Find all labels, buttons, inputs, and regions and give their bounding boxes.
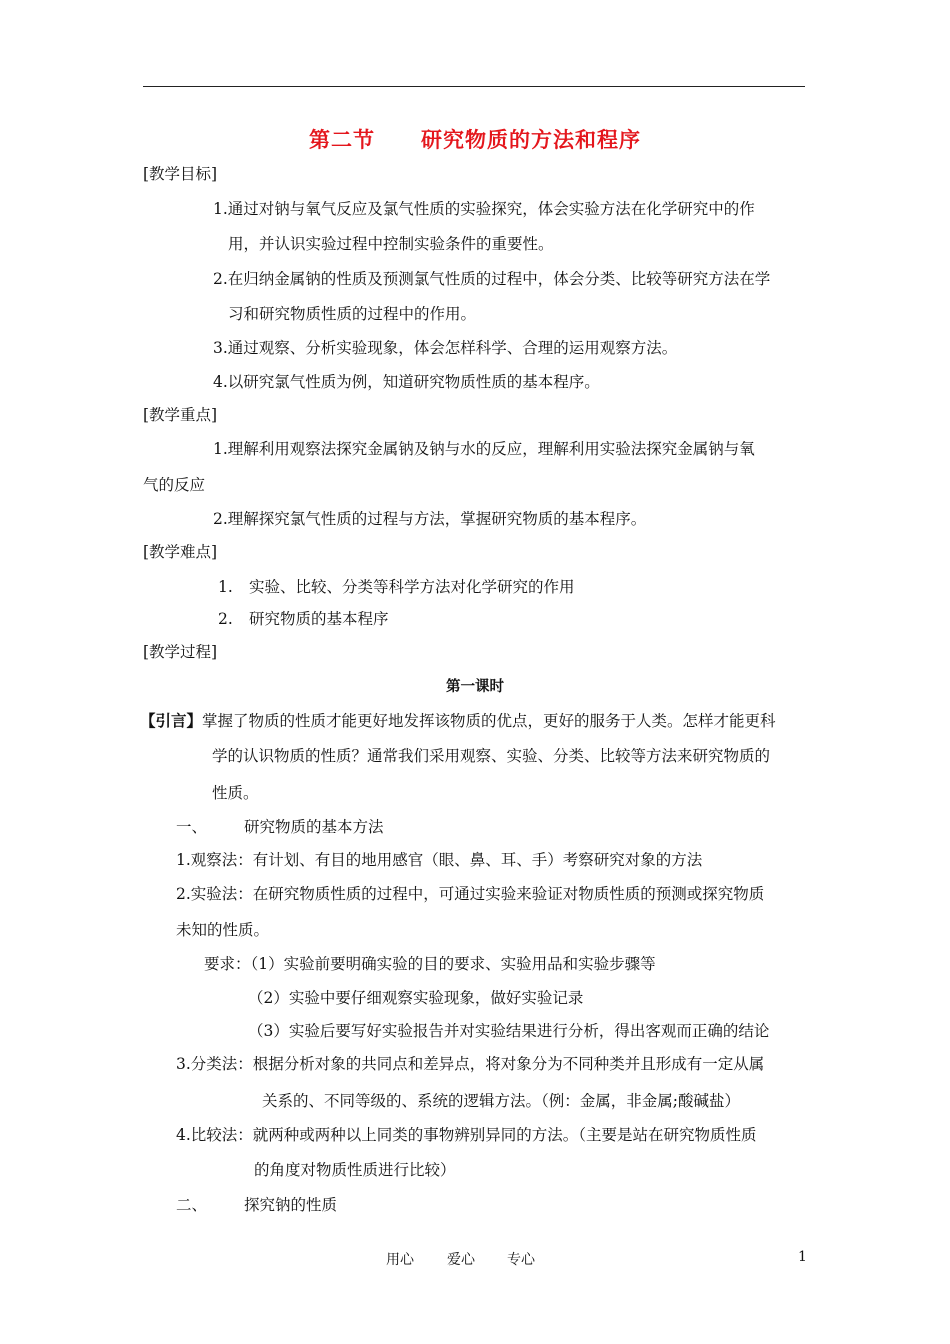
requirement-3: （3）实验后要写好实验报告并对实验结果进行分析，得出客观而正确的结论 bbox=[248, 1022, 770, 1040]
objective-1-line-1: 1.通过对钠与氧气反应及氯气性质的实验探究，体会实验方法在化学研究中的作 bbox=[213, 200, 755, 218]
method-observation: 1.观察法：有计划、有目的地用感官（眼、鼻、耳、手）考察研究对象的方法 bbox=[176, 851, 703, 869]
objective-2-line-1: 2.在归纳金属钠的性质及预测氯气性质的过程中，体会分类、比较等研究方法在学 bbox=[213, 270, 771, 288]
key-points-heading: [教学重点] bbox=[143, 406, 218, 424]
objective-1-line-2: 用，并认识实验过程中控制实验条件的重要性。 bbox=[228, 235, 554, 253]
objectives-heading: [教学目标] bbox=[143, 165, 218, 183]
section-1-title: 研究物质的基本方法 bbox=[244, 818, 384, 836]
requirement-1: 要求：（1）实验前要明确实验的目的要求、实验用品和实验步骤等 bbox=[204, 955, 656, 973]
intro-line-3: 性质。 bbox=[212, 784, 259, 802]
title-section: 第二节 bbox=[309, 127, 375, 152]
difficulty-2-text: 研究物质的基本程序 bbox=[249, 610, 389, 628]
difficulty-2-number: 2. bbox=[218, 610, 233, 628]
lesson-title: 第一课时 bbox=[446, 678, 504, 695]
key-point-2: 2.理解探究氯气性质的过程与方法，掌握研究物质的基本程序。 bbox=[213, 510, 647, 528]
method-comparison-line-1: 4.比较法：就两种或两种以上同类的事物辨别异同的方法。（主要是站在研究物质性质 bbox=[176, 1126, 757, 1144]
difficulty-1-number: 1. bbox=[218, 578, 233, 596]
objective-3: 3.通过观察、分析实验现象，体会怎样科学、合理的运用观察方法。 bbox=[213, 339, 678, 357]
method-experiment-line-1: 2.实验法：在研究物质性质的过程中，可通过实验来验证对物质性质的预测或探究物质 bbox=[176, 885, 765, 903]
title-text: 研究物质的方法和程序 bbox=[421, 127, 641, 152]
page-title bbox=[0, 124, 950, 154]
process-heading: [教学过程] bbox=[143, 643, 218, 661]
method-comparison-line-2: 的角度对物质性质进行比较） bbox=[254, 1161, 456, 1179]
footer-motto-2: 爱心 bbox=[447, 1252, 475, 1268]
section-2-title: 探究钠的性质 bbox=[244, 1196, 338, 1214]
objective-4: 4.以研究氯气性质为例，知道研究物质性质的基本程序。 bbox=[213, 373, 600, 391]
method-experiment-line-2: 未知的性质。 bbox=[176, 921, 270, 939]
header-rule bbox=[143, 86, 805, 87]
intro-tag: 【引言】 bbox=[140, 711, 203, 730]
footer-motto-3: 专心 bbox=[507, 1252, 535, 1268]
section-1-number: 一、 bbox=[176, 818, 208, 836]
requirement-2: （2）实验中要仔细观察实验现象，做好实验记录 bbox=[248, 989, 584, 1007]
key-point-1-line-1: 1.理解利用观察法探究金属钠及钠与水的反应，理解利用实验法探究金属钠与氧 bbox=[213, 440, 755, 458]
intro-line-1: 掌握了物质的性质才能更好地发挥该物质的优点，更好的服务于人类。怎样才能更科 bbox=[202, 712, 776, 730]
difficulty-1-text: 实验、比较、分类等科学方法对化学研究的作用 bbox=[249, 578, 575, 596]
intro-line-2: 学的认识物质的性质？通常我们采用观察、实验、分类、比较等方法来研究物质的 bbox=[212, 747, 771, 765]
section-2-number: 二、 bbox=[176, 1196, 208, 1214]
objective-2-line-2: 习和研究物质性质的过程中的作用。 bbox=[228, 305, 477, 323]
method-classification-line-2: 关系的、不同等级的、系统的逻辑方法。（例：金属，非金属;酸碱盐） bbox=[262, 1092, 740, 1110]
key-point-1-line-2: 气的反应 bbox=[143, 476, 206, 494]
difficulties-heading: [教学难点] bbox=[143, 543, 218, 561]
page-number: 1 bbox=[798, 1249, 807, 1265]
method-classification-line-1: 3.分类法：根据分析对象的共同点和差异点，将对象分为不同种类并且形成有一定从属 bbox=[176, 1055, 765, 1073]
footer-motto-1: 用心 bbox=[386, 1252, 414, 1268]
